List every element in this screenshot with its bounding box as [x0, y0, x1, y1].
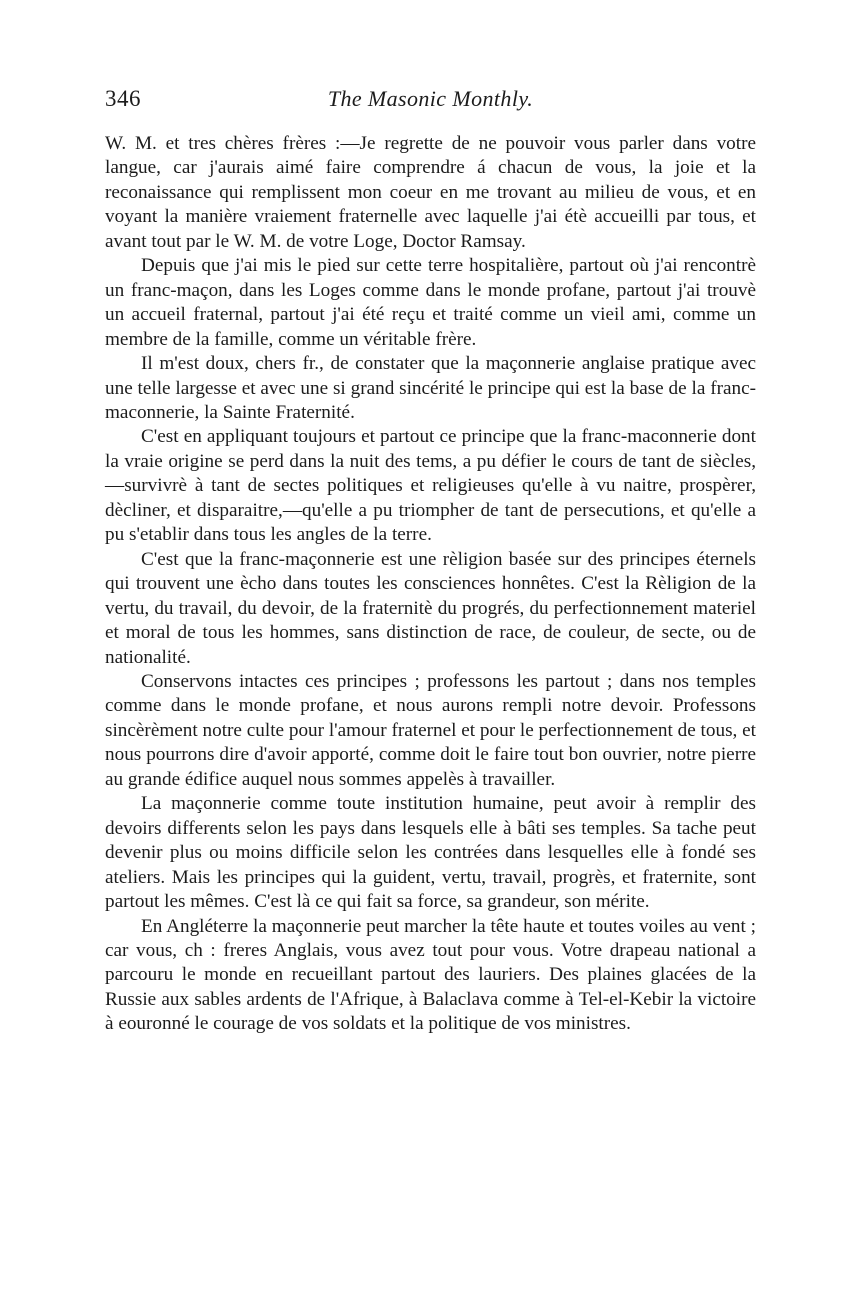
paragraph-religion: C'est que la franc-maçonnerie est une rèligion basée sur des principes éternels qui trouvent une ècho dans toutes les consciences honnêtes. C'est la Rèligion de la vertu, du travail, du devoir, de la fraternitè du progrés, du perfectionnement materiel et moral de tous les hommes, sans distinction de race, de couleur, de secte, ou de nationalité. — [105, 548, 756, 668]
page-header — [105, 86, 756, 122]
paragraph-conservons: Conservons intactes ces principes ; professons les partout ; dans nos temples comme dans le monde profane, et nous aurons rempli notre devoir. Professons sincèrèment notre culte pour l'amour fraternel et pour le perfectionnement de tous, et nous pourrons dire d'avoir apporté, comme doit le faire tout bon ouvrier, notre pierre au grande édifice auquel nous sommes appelès à travailler. — [105, 670, 756, 790]
paragraph-fraternity: Il m'est doux, chers fr., de constater que la maçonnerie anglaise pratique avec une telle largesse et avec une si grand sincérité le principe qui est la base de la franc-maconnerie, la Sainte Fraternité. — [105, 353, 756, 423]
paragraph-principle: C'est en appliquant toujours et partout ce principe que la franc-maconnerie dont la vraie origine se perd dans la nuit des tems, a pu défier le cours de tant de siècles,—survivrè à tant de sectes politiques et religieuses qu'elle à vu naitre, prospèrer, dècliner, et disparaitre,—qu'elle a pu triompher de tant de persecutions, et qu'elle a pu s'etablir dans tous les angles de la terre. — [105, 426, 756, 546]
paragraph-salutation: W. M. et tres chères frères :—Je regrette de ne pouvoir vous parler dans votre langue, car j'aurais aimé faire comprendre á chacun de vous, la joie et la reconaissance qui remplissent mon coeur en me trovant au milieu de vous, et en voyant la manière vraiement fraternelle avec laquelle j'ai étè accueilli par tous, et avant tout par le W. M. de votre Loge, Doctor Ramsay. — [105, 133, 756, 252]
page-number: 346 — [105, 86, 141, 111]
running-title: The Masonic Monthly. — [327, 86, 534, 111]
body-text — [105, 132, 756, 1037]
book-page — [105, 86, 756, 1037]
paragraph-hospitality: Depuis que j'ai mis le pied sur cette terre hospitalière, partout où j'ai rencontrè un franc-maçon, dans les Loges comme dans le monde profane, partout j'ai trouvè un accueil fraternal, partout j'ai été reçu et traité comme un vieil ami, comme un membre de la famille, comme un véritable frère. — [105, 255, 756, 350]
paragraph-institution: La maçonnerie comme toute institution humaine, peut avoir à remplir des devoirs differents selon les pays dans lesquels elle à bâti ses temples. Sa tache peut devenir plus ou moins difficile selon les contrées dans lesquelles elle à fondé ses ateliers. Mais les principes qui la guident, vertu, travail, progrès, et fraternite, sont partout les mêmes. C'est là ce qui fait sa force, sa grandeur, son mérite. — [105, 793, 756, 913]
paragraph-angleterre: En Angléterre la maçonnerie peut marcher la tête haute et toutes voiles au vent ; car vous, ch : freres Anglais, vous avez tout pour vous. Votre drapeau national a parcouru le monde en recueillant partout des lauriers. Des plaines glacées de la Russie aux sables ardents de l'Afrique, à Balaclava comme à Tel-el-Kebir la victoire à eouronné le courage de vos soldats et la politique de vos ministres. — [105, 915, 756, 1035]
